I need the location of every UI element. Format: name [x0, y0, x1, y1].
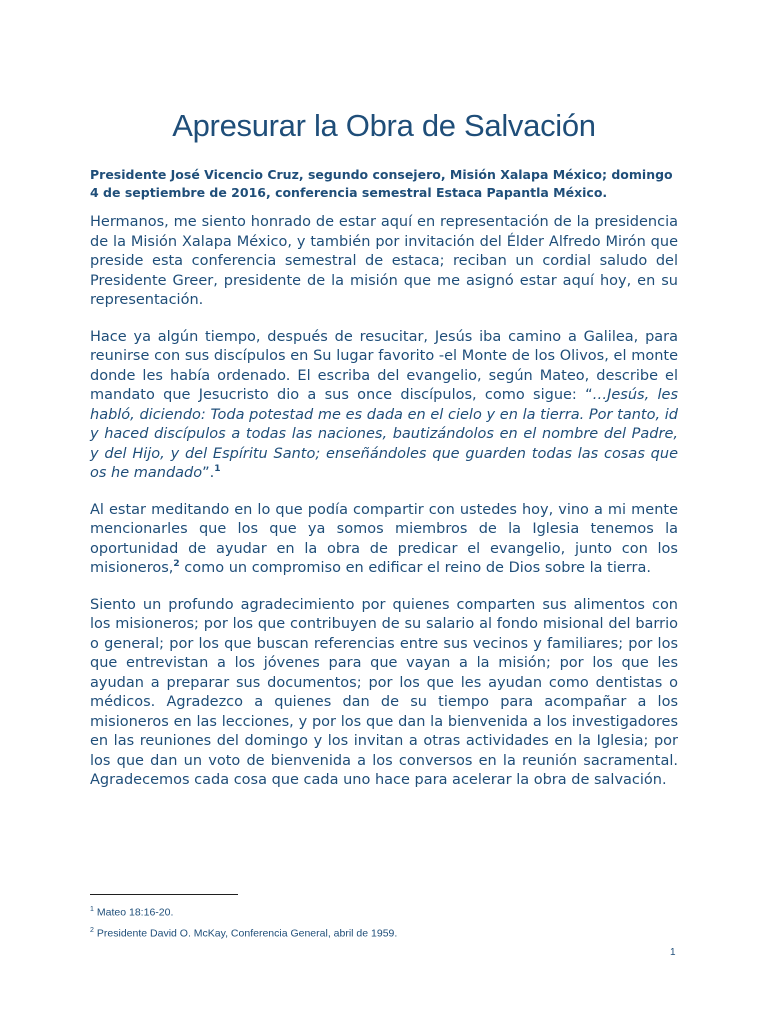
footnote-ref-1[interactable]: 1 — [214, 464, 221, 475]
paragraph-2-text: Hace ya algún tiempo, después de resucitar, Jesús iba camino a Galilea, para reunirse con sus discípulos en Su lugar favorito -el Monte de los Olivos, el monte donde les había ordenado. El escriba del evangelio, según Mateo, describe el mandato que Jesucristo dio a sus once discípulos, como sigue: “ — [90, 328, 678, 403]
scripture-quote: …Jesús, les habló, diciendo: Toda potestad me es dada en el cielo y en la tierra. Por tanto, id y haced discípulos a todas las naciones, bautizándolos en el nombre del Padre, y del Hijo, y del Espíritu Santo; enseñándoles que guarden todas las cosas que os he mandado — [90, 387, 678, 481]
quote-close: ”. — [202, 465, 215, 481]
footnote-ref-2[interactable]: 2 — [173, 559, 180, 570]
footnote-2-text: Presidente David O. McKay, Conferencia General, abril de 1959. — [96, 927, 398, 939]
paragraph-3 — [90, 501, 678, 579]
paragraph-4: Siento un profundo agradecimiento por quienes comparten sus alimentos con los misioneros; por los que contribuyen de su salario al fondo misional del barrio o general; por los que buscan referencias entre sus vecinos y familiares; por los que entrevistan a los jóvenes para que vayan a la misión; por los que les ayudan a preparar sus documentos; por los que les ayudan como dentistas o médicos. Agradezco a quienes dan de su tiempo para acompañar a los misioneros en las lecciones, y por los que dan la bienvenida a los investigadores en las reuniones del domingo y los invitan a otras actividades en la Iglesia; por los que dan un voto de bienvenida a los conversos en la reunión sacramental. Agradecemos cada cosa que cada uno hace para acelerar la obra de salvación. — [90, 596, 678, 788]
paragraph-3-tail: como un compromiso en edificar el reino de Dios sobre la tierra. — [179, 560, 651, 576]
footnote-divider — [90, 894, 238, 895]
document-title: Apresurar la Obra de Salvación — [172, 108, 596, 143]
footnote-1 — [90, 901, 650, 922]
document-body — [90, 213, 678, 791]
document-subtitle: Presidente José Vicencio Cruz, segundo consejero, Misión Xalapa México; domingo 4 de septiembre de 2016, conferencia semestral Estaca Papantla México. — [90, 167, 673, 200]
footnotes — [90, 901, 650, 942]
footnote-1-text: Mateo 18:16-20. — [96, 906, 174, 919]
paragraph-3-text: Al estar meditando en lo que podía compartir con ustedes hoy, vino a mi mente mencionarles que los que ya somos miembros de la Iglesia tenemos la oportunidad de ayudar en la obra de predicar el evangelio, junto con los misioneros, — [90, 501, 678, 576]
paragraph-1: Hermanos, me siento honrado de estar aquí en representación de la presidencia de la Misión Xalapa México, y también por invitación del Élder Alfredo Mirón que preside esta conferencia semestral de estaca; reciban un cordial saludo del Presidente Greer, presidente de la misión que me asignó estar aquí hoy, en su representación. — [90, 214, 678, 308]
page-number: 1 — [670, 947, 676, 958]
footnote-2 — [90, 922, 650, 943]
paragraph-2 — [90, 328, 678, 484]
footnote-2-number: 2 — [90, 926, 94, 934]
footnote-1-number: 1 — [90, 906, 94, 913]
